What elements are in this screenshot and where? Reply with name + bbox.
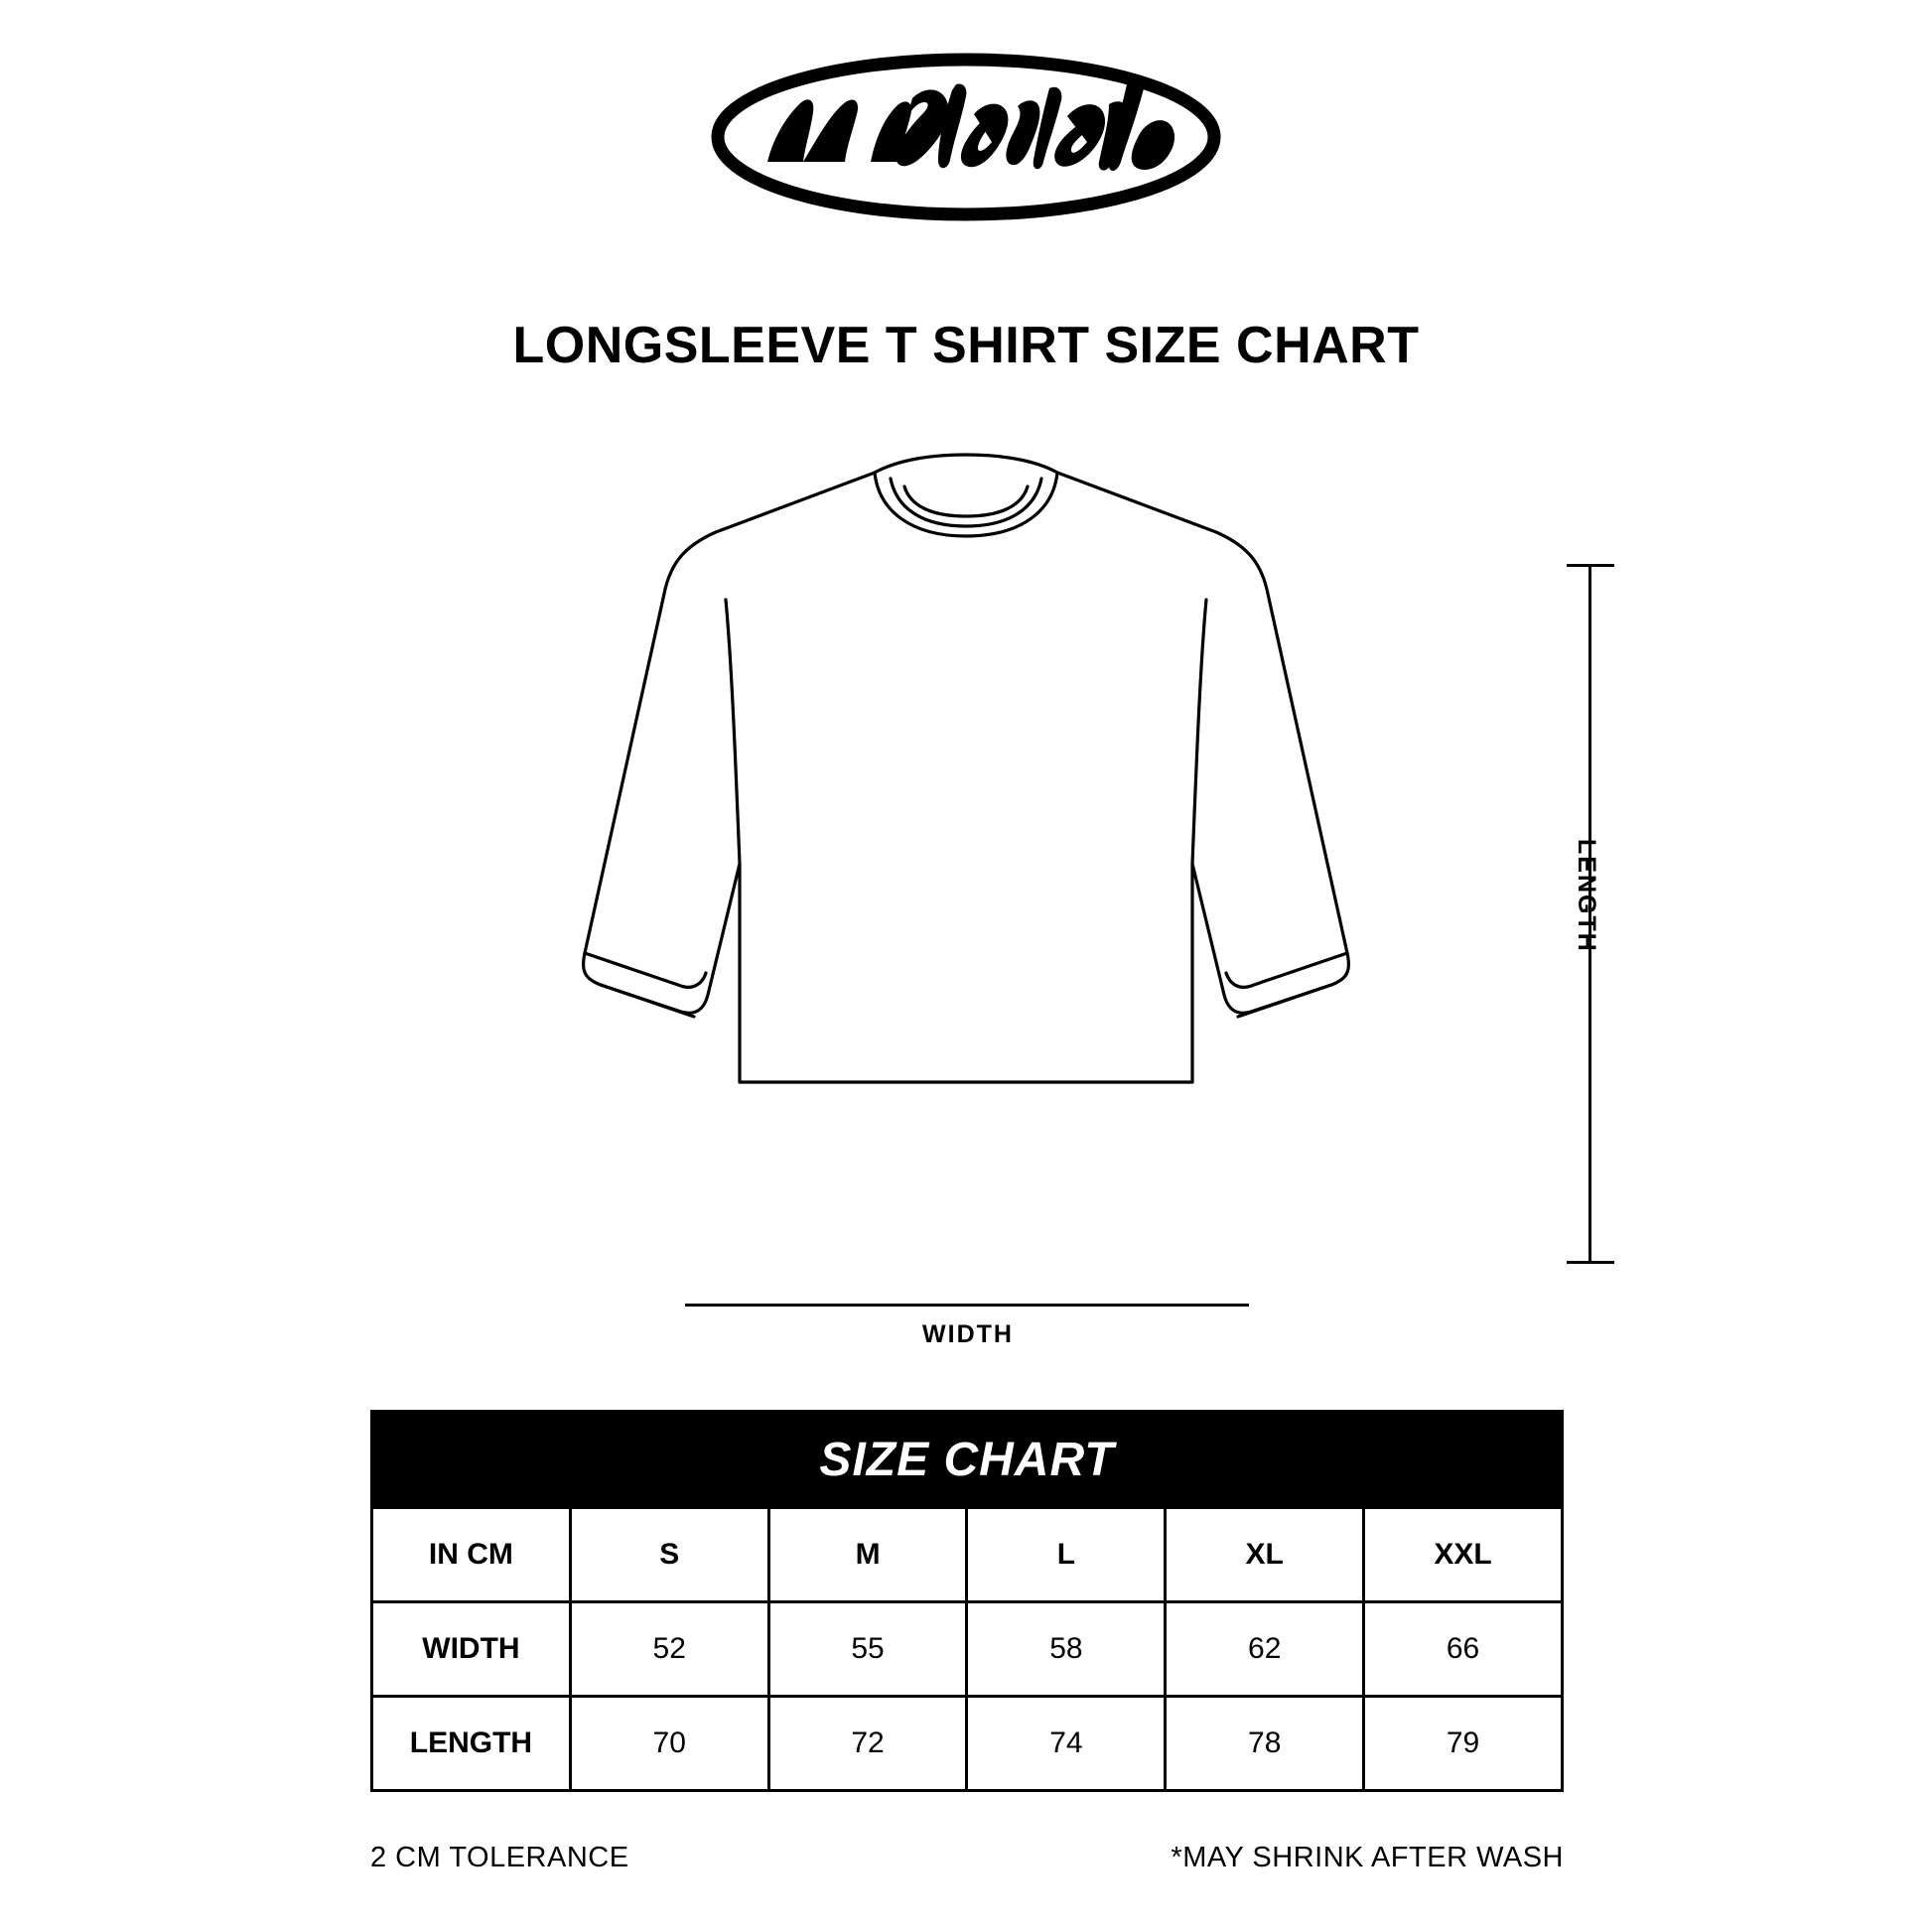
column-header-l: L [967, 1508, 1166, 1602]
cell-width-xl: 62 [1166, 1602, 1364, 1697]
footnote-shrink: *MAY SHRINK AFTER WASH [1171, 1842, 1564, 1873]
garment-illustration-container [0, 437, 1932, 1132]
row-label-width: WIDTH [372, 1602, 571, 1697]
table-title-row [372, 1412, 1563, 1508]
cell-length-xl: 78 [1166, 1697, 1364, 1791]
footnotes [370, 1842, 1564, 1874]
cell-width-m: 55 [768, 1602, 967, 1697]
width-rule-line [685, 1304, 1249, 1307]
table-row [372, 1697, 1563, 1791]
column-header-s: S [570, 1508, 768, 1602]
size-chart-table-container [370, 1410, 1564, 1792]
footnote-tolerance: 2 CM TOLERANCE [370, 1842, 629, 1873]
column-header-unit: IN CM [372, 1508, 571, 1602]
brand-logo-container [0, 38, 1932, 236]
cell-length-m: 72 [768, 1697, 967, 1791]
cell-length-l: 74 [967, 1697, 1166, 1791]
brand-logo-icon [708, 43, 1224, 231]
table-row [372, 1602, 1563, 1697]
size-chart-table [370, 1410, 1564, 1792]
column-header-xxl: XXL [1364, 1508, 1563, 1602]
length-measurement-label: LENGTH [1573, 839, 1600, 953]
cell-width-xxl: 66 [1364, 1602, 1563, 1697]
column-header-xl: XL [1166, 1508, 1364, 1602]
cell-length-xxl: 79 [1364, 1697, 1563, 1791]
longsleeve-tshirt-icon [489, 437, 1443, 1132]
size-chart-title: SIZE CHART [372, 1412, 1563, 1508]
page-title: LONGSLEEVE T SHIRT SIZE CHART [512, 317, 1420, 374]
column-header-m: M [768, 1508, 967, 1602]
width-measurement-label: WIDTH [922, 1320, 1014, 1348]
cell-width-s: 52 [570, 1602, 768, 1697]
cell-width-l: 58 [967, 1602, 1166, 1697]
table-header-row [372, 1508, 1563, 1602]
cell-length-s: 70 [570, 1697, 768, 1791]
length-rule-cap-bottom [1567, 1261, 1614, 1264]
row-label-length: LENGTH [372, 1697, 571, 1791]
